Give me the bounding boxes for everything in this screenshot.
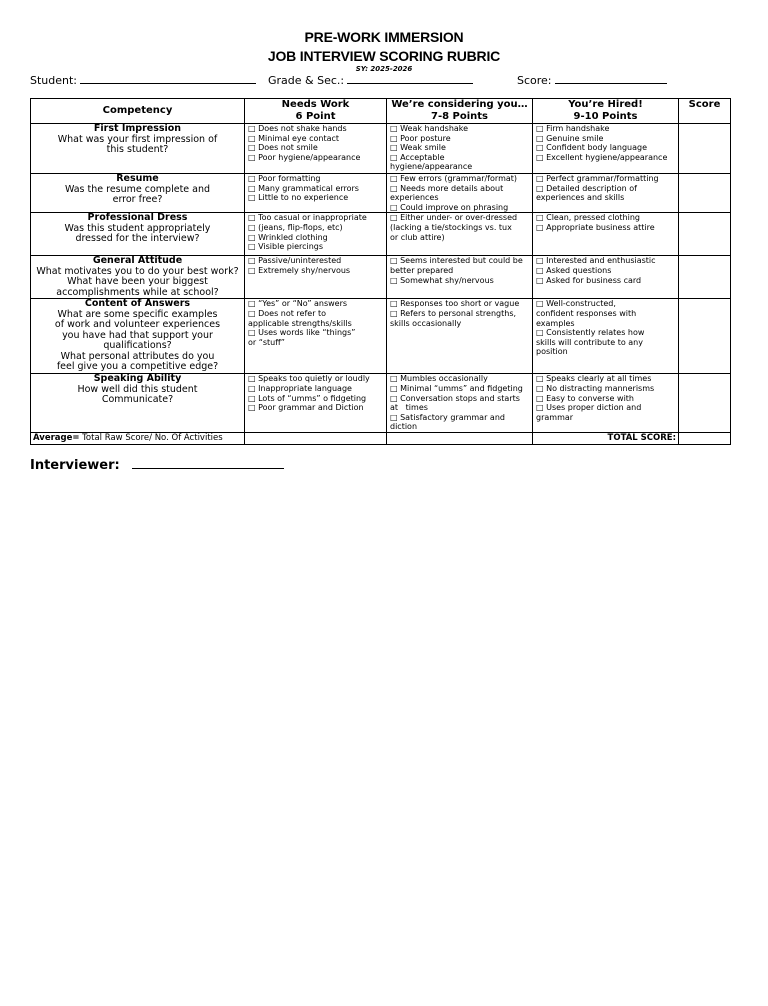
criterion-item[interactable]: □ Mumbles occasionally	[390, 374, 488, 384]
criterion-item[interactable]: □ Does not smile	[248, 143, 318, 153]
criterion-item: (lacking a tie/stockings vs. tux	[390, 222, 512, 232]
competency-cell	[31, 299, 245, 374]
table-row	[31, 124, 731, 174]
criterion-item[interactable]: □ Does not shake hands	[248, 124, 347, 133]
rubric-body	[31, 124, 731, 433]
criteria-cell-needs-work	[245, 374, 387, 433]
grade-blank-line[interactable]	[347, 72, 473, 84]
criterion-item[interactable]: □ Consistently relates how	[536, 328, 645, 338]
criterion-item[interactable]: □ Detailed description of	[536, 183, 637, 193]
criteria-cell-needs-work	[245, 124, 387, 174]
criterion-item[interactable]: □ Confident body language	[536, 143, 648, 153]
criterion-item[interactable]: □ Uses words like “things”	[248, 328, 356, 338]
score-field[interactable]	[517, 72, 667, 89]
criterion-item[interactable]: □ Firm handshake	[536, 124, 610, 133]
criterion-item[interactable]: □ Easy to converse with	[536, 393, 634, 403]
criterion-item: examples	[536, 318, 575, 328]
competency-cell	[31, 174, 245, 213]
grade-label: Grade & Sec.:	[268, 74, 345, 87]
table-footer-row	[31, 432, 731, 444]
interviewer-field[interactable]	[30, 456, 284, 473]
criterion-item: experiences	[390, 193, 439, 203]
criterion-item[interactable]: □ Conversation stops and starts	[390, 393, 520, 403]
score-cell[interactable]	[679, 256, 731, 299]
criteria-cell-needs-work	[245, 213, 387, 256]
competency-question: What was your first impression of this student?	[57, 133, 218, 155]
criterion-item[interactable]: □ Minimal eye contact	[248, 133, 340, 143]
score-cell[interactable]	[679, 124, 731, 174]
criterion-item: skills occasionally	[390, 318, 462, 328]
table-row	[31, 256, 731, 299]
criterion-item[interactable]: □ “Yes” or “No” answers	[248, 299, 348, 309]
total-score-label: TOTAL SCORE:	[533, 432, 679, 444]
header-needs-work: Needs Work 6 Point	[245, 99, 387, 124]
scoring-rubric-table	[30, 98, 731, 445]
average-formula-cell: Average= Total Raw Score/ No. Of Activities	[31, 432, 245, 444]
criterion-item[interactable]: □ Could improve on phrasing	[390, 202, 509, 212]
table-header-row	[31, 99, 731, 124]
header-competency: Competency	[31, 99, 245, 124]
table-row	[31, 299, 731, 374]
competency-question: Was this student appropriately dressed for the interview?	[64, 222, 211, 245]
header-hired: You’re Hired! 9-10 Points	[533, 99, 679, 124]
criterion-item[interactable]: □ Poor formatting	[248, 174, 321, 183]
criteria-cell-hired	[533, 213, 679, 256]
criteria-cell-hired	[533, 374, 679, 433]
table-row	[31, 374, 731, 433]
criterion-item[interactable]: □ Minimal “umms” and fidgeting	[390, 383, 523, 393]
criterion-item[interactable]: □ Either under- or over-dressed	[390, 213, 518, 223]
competency-name: Content of Answers	[84, 298, 191, 310]
criteria-cell-hired	[533, 124, 679, 174]
criterion-item[interactable]: □ Perfect grammar/formatting	[536, 174, 659, 183]
criteria-cell-hired	[533, 299, 679, 374]
competency-question: What motivates you to do your best work? What have been your biggest accomplishments while at school?	[36, 265, 239, 298]
criteria-cell-considering	[387, 299, 533, 374]
grade-field[interactable]	[268, 72, 473, 89]
criterion-item: or club attire)	[390, 232, 445, 242]
header-score: Score	[679, 99, 731, 124]
criteria-cell-considering	[387, 213, 533, 256]
student-field[interactable]	[30, 72, 256, 89]
criteria-cell-hired	[533, 256, 679, 299]
competency-cell	[31, 213, 245, 256]
criterion-item[interactable]: □ Weak smile	[390, 143, 446, 153]
score-cell[interactable]	[679, 374, 731, 433]
criteria-cell-considering	[387, 124, 533, 174]
student-info-row	[30, 72, 730, 88]
criteria-cell-needs-work	[245, 256, 387, 299]
page-subtitle: JOB INTERVIEW SCORING RUBRIC	[267, 48, 501, 64]
competency-name: Professional Dress	[87, 212, 188, 224]
criterion-item[interactable]: □ Seems interested but could be	[390, 256, 523, 266]
criterion-item[interactable]: □ Visible piercings	[248, 242, 324, 252]
competency-cell	[31, 124, 245, 174]
criterion-item[interactable]: □ Needs more details about	[390, 183, 504, 193]
student-blank-line[interactable]	[80, 72, 256, 84]
criterion-item[interactable]: □ Passive/uninterested	[248, 256, 342, 266]
competency-name: Speaking Ability	[93, 373, 182, 385]
school-year: SY: 2025-2026	[355, 65, 413, 73]
competency-question: Was the resume complete and error free?	[64, 183, 211, 205]
criterion-item[interactable]: □ Interested and enthusiastic	[536, 256, 656, 266]
criterion-item[interactable]: □ Extremely shy/nervous	[248, 265, 351, 275]
criterion-item: experiences and skills	[536, 193, 625, 203]
criteria-cell-hired	[533, 174, 679, 213]
criterion-item[interactable]: □ Lots of “umms” o fidgeting	[248, 393, 367, 403]
criterion-item: or “stuff”	[248, 337, 285, 347]
header-considering: We’re considering you… 7-8 Points	[387, 99, 533, 124]
criterion-item[interactable]: □ Poor posture	[390, 133, 451, 143]
criterion-item[interactable]: □ Asked for business card	[536, 275, 642, 285]
criterion-item[interactable]: □ Poor hygiene/appearance	[248, 152, 361, 162]
criterion-item[interactable]: □ Many grammatical errors	[248, 183, 359, 193]
footer-empty-cell	[245, 432, 387, 444]
criterion-item[interactable]: □ Responses too short or vague	[390, 299, 520, 309]
criterion-item[interactable]: □ Speaks clearly at all times	[536, 374, 652, 384]
competency-cell	[31, 256, 245, 299]
score-blank-line[interactable]	[555, 72, 667, 84]
criterion-item: at times	[390, 403, 428, 413]
competency-name: Resume	[116, 173, 159, 184]
criterion-item[interactable]: □ Weak handshake	[390, 124, 469, 133]
criterion-item[interactable]: □ No distracting mannerisms	[536, 383, 655, 393]
interviewer-blank-line[interactable]	[132, 456, 284, 469]
criterion-item: hygiene/appearance	[390, 162, 473, 172]
criterion-item[interactable]: □ Does not refer to	[248, 308, 327, 318]
page-title: PRE-WORK IMMERSION	[304, 29, 464, 45]
criterion-item[interactable]: □ Inappropriate language	[248, 383, 352, 393]
criterion-item[interactable]: □ Clean, pressed clothing	[536, 213, 640, 223]
table-row	[31, 213, 731, 256]
criteria-cell-needs-work	[245, 174, 387, 213]
criteria-cell-needs-work	[245, 299, 387, 374]
criterion-item[interactable]: □ Acceptable	[390, 152, 445, 162]
competency-name: General Attitude	[92, 255, 183, 267]
interviewer-label: Interviewer:	[30, 458, 120, 473]
criterion-item: better prepared	[390, 265, 454, 275]
total-score-cell[interactable]	[679, 432, 731, 444]
criterion-item[interactable]: □ Few errors (grammar/format)	[390, 174, 518, 183]
score-label: Score:	[517, 74, 552, 87]
student-label: Student:	[30, 74, 78, 87]
criterion-item[interactable]: □ Excellent hygiene/appearance	[536, 152, 668, 162]
score-cell[interactable]	[679, 213, 731, 256]
criterion-item[interactable]: □ Little to no experience	[248, 193, 349, 203]
table-row	[31, 174, 731, 213]
criterion-item: applicable strengths/skills	[248, 318, 352, 328]
criterion-item[interactable]: □ Satisfactory grammar and	[390, 412, 505, 422]
score-cell[interactable]	[679, 174, 731, 213]
criteria-cell-considering	[387, 374, 533, 433]
criterion-item: confident responses with	[536, 308, 637, 318]
criterion-item[interactable]: □ Appropriate business attire	[536, 222, 655, 232]
criterion-item[interactable]: □ (jeans, flip-flops, etc)	[248, 222, 343, 232]
criterion-item[interactable]: □ Uses proper diction and	[536, 403, 642, 413]
criterion-item[interactable]: □ Poor grammar and Diction	[248, 403, 364, 413]
criterion-item[interactable]: □ Refers to personal strengths,	[390, 308, 517, 318]
criterion-item: grammar	[536, 412, 574, 422]
criterion-item[interactable]: □ Too casual or inappropriate	[248, 213, 367, 223]
criteria-cell-considering	[387, 256, 533, 299]
criterion-item[interactable]: □ Wrinkled clothing	[248, 232, 328, 242]
criterion-item[interactable]: □ Asked questions	[536, 265, 612, 275]
criterion-item[interactable]: □ Genuine smile	[536, 133, 604, 143]
footer-empty-cell	[387, 432, 533, 444]
criterion-item: diction	[390, 422, 418, 432]
criterion-item: position	[536, 347, 568, 357]
criterion-item[interactable]: □ Well-constructed,	[536, 299, 616, 309]
competency-question: What are some specific examples of work and volunteer experiences you have had that support your qualifications? What personal attributes do you feel give you a competitive edge?	[54, 308, 221, 373]
competency-name: First Impression	[93, 123, 182, 134]
criterion-item[interactable]: □ Somewhat shy/nervous	[390, 275, 494, 285]
criterion-item: skills will contribute to any	[536, 337, 643, 347]
criteria-cell-considering	[387, 174, 533, 213]
competency-cell	[31, 374, 245, 433]
criterion-item[interactable]: □ Speaks too quietly or loudly	[248, 374, 370, 384]
competency-question: How well did this student Communicate?	[77, 383, 198, 406]
score-cell[interactable]	[679, 299, 731, 374]
